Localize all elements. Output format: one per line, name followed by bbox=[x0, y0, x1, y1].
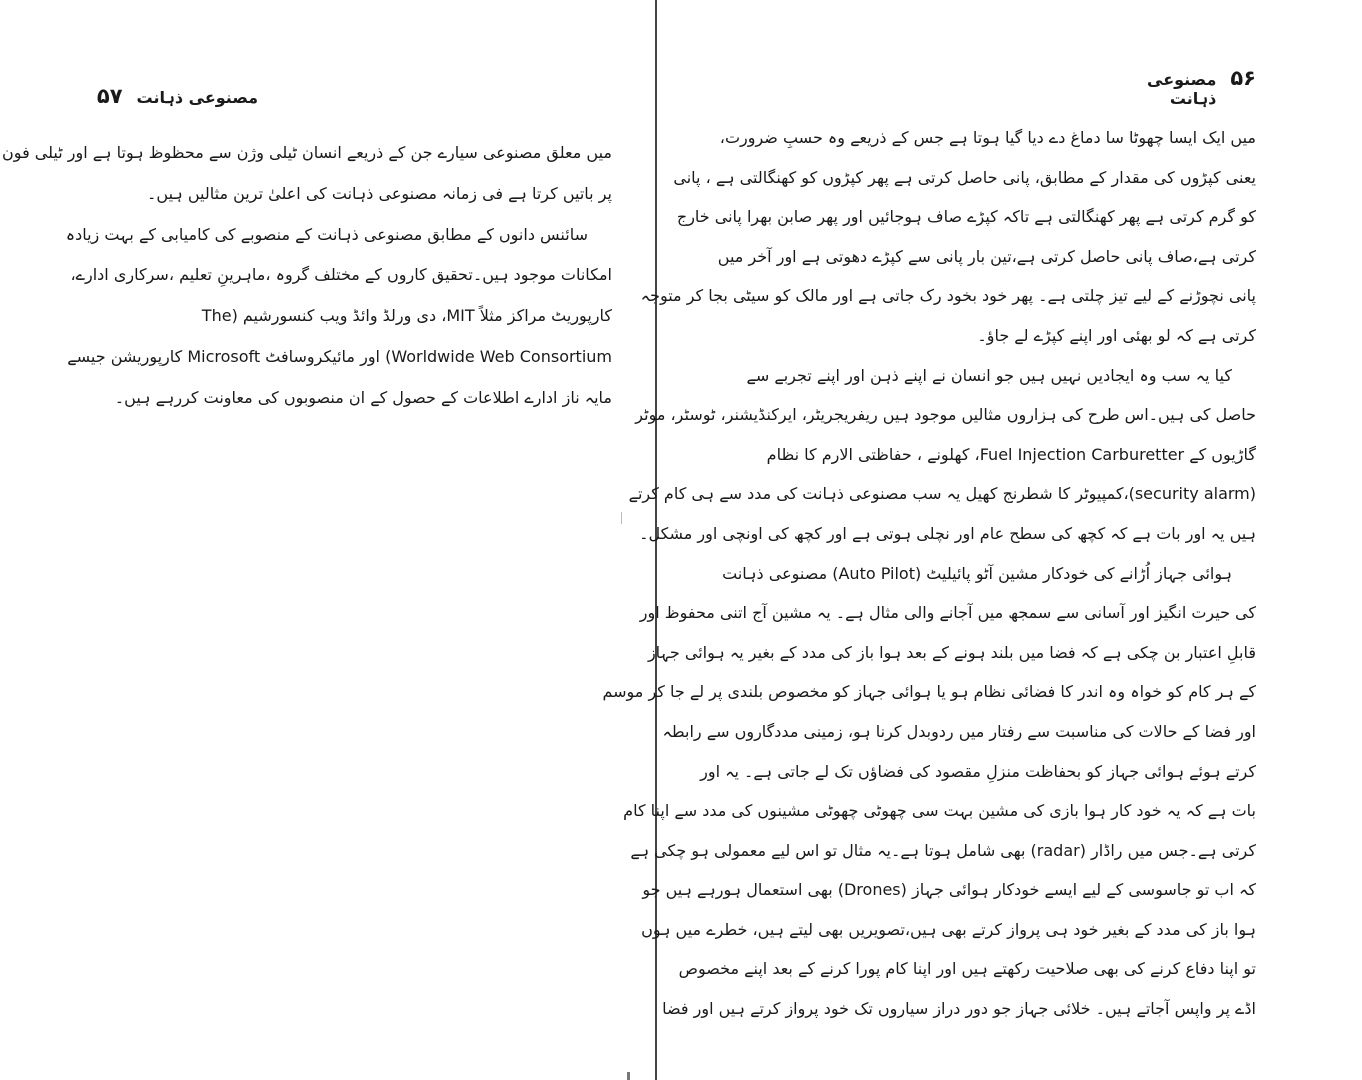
text-line: ہوائی جہاز اُڑانے کی خودکار مشین آٹو پائیلیٹ (Auto Pilot) مصنوعی ذہانت bbox=[722, 563, 1232, 583]
scan-mark bbox=[621, 512, 622, 524]
text-line: گاڑیوں کے Fuel Injection Carburetter، کھلونے ، حفاظتی الارم کا نظام bbox=[766, 444, 1256, 464]
text-line: Worldwide Web Consortium) اور مائیکروسافٹ Microsoft کارپوریشن جیسے bbox=[67, 346, 612, 366]
text-line: قابلِ اعتبار بن چکی ہے کہ فضا میں بلند ہونے کے بعد ہوا باز کی مدد کے بغیر یہ ہوائی جہاز bbox=[647, 642, 1256, 662]
text-line: امکانات موجود ہیں۔تحقیق کاروں کے مختلف گروہ ،ماہرینِ تعلیم ،سرکاری ادارے، bbox=[70, 265, 612, 285]
text-line: حاصل کی ہیں۔اس طرح کی ہزاروں مثالیں موجود ہیں ریفریجریٹر، ایرکنڈیشنر، ٹوسٹر، موٹر bbox=[635, 405, 1256, 425]
left-running-title: مصنوعی ذہانت bbox=[136, 88, 258, 107]
scan-mark bbox=[627, 1072, 630, 1080]
text-line: اور فضا کے حالات کی مناسبت سے رفتار میں ردوبدل کرنا ہو، زمینی مددگاروں سے رابطہ bbox=[662, 721, 1256, 741]
text-line: پانی نچوڑنے کے لیے تیز چلتی ہے۔ پھر خود بخود رک جاتی ہے اور مالک کو سیٹی بجا کر متوجہ bbox=[640, 286, 1256, 306]
text-line: ہوا باز کی مدد کے بغیر خود ہی پرواز کرتے بھی ہیں،تصویریں بھی لیتے ہیں، خطرے میں ہوں bbox=[641, 919, 1256, 939]
text-line: یعنی کپڑوں کی مقدار کے مطابق، پانی حاصل کرتی ہے پھر کپڑوں کو کھنگالتی ہے ، پانی bbox=[673, 167, 1256, 187]
right-page-number: ۵۶ bbox=[1230, 66, 1256, 90]
right-running-title: مصنوعی ذہانت bbox=[1147, 70, 1217, 108]
text-line: (security alarm)،کمپیوٹر کا شطرنج کھیل یہ سب مصنوعی ذہانت کی مدد سے ہی کام کرتے bbox=[628, 484, 1256, 504]
text-line: سائنس دانوں کے مطابق مصنوعی ذہانت کے منصوبے کی کامیابی کے بہت زیادہ bbox=[65, 224, 588, 244]
left-page bbox=[0, 0, 655, 1080]
text-line: میں ایک ایسا چھوٹا سا دماغ دے دیا گیا ہوتا ہے جس کے ذریعے وہ حسبِ ضرورت، bbox=[719, 128, 1256, 147]
text-line: کرتے ہوئے ہوائی جہاز کو بحفاظت منزلِ مقصود کی فضاؤں تک لے جاتی ہے۔ یہ اور bbox=[700, 761, 1256, 781]
text-line: کرتی ہے۔جس میں راڈار (radar) بھی شامل ہوتا ہے۔یہ مثال تو اس لیے معمولی ہو چکی ہے bbox=[630, 840, 1256, 860]
right-page-body bbox=[602, 118, 1256, 1029]
text-line: کی حیرت انگیز اور آسانی سے سمجھ میں آجانے والی مثال ہے۔ یہ مشین آج اتنی محفوظ اور bbox=[639, 603, 1256, 623]
text-line: تو اپنا دفاع کرنے کی بھی صلاحیت رکھتے ہیں اور اپنا کام پورا کرنے کے بعد اپنے مخصوص bbox=[678, 959, 1256, 979]
left-page-number: ۵۷ bbox=[96, 84, 123, 108]
text-line: کیا یہ سب وہ ایجادیں نہیں ہیں جو انسان نے اپنے ذہن اور اپنے تجربے سے bbox=[746, 365, 1232, 385]
text-line: اڈے پر واپس آجاتے ہیں۔ خلائی جہاز جو دور دراز سیاروں تک خود پرواز کرتے ہیں اور فضا bbox=[662, 999, 1256, 1019]
text-line: کرتی ہے،صاف پانی حاصل کرتی ہے،تین بار پانی سے کپڑے دھوتی ہے اور آخر میں bbox=[717, 246, 1256, 266]
text-line: کارپوریٹ مراکز مثلاً MIT، دی ورلڈ وائڈ ویب کنسورشیم (The bbox=[201, 306, 612, 326]
left-page-body bbox=[2, 133, 612, 419]
left-page-header bbox=[86, 84, 258, 108]
text-line: ہیں یہ اور بات ہے کہ کچھ کی سطح عام اور نچلی ہوتی ہے اور کچھ کی اونچی اور مشکل۔ bbox=[639, 523, 1256, 543]
text-line: کرتی ہے کہ لو بھئی اور اپنے کپڑے لے جاؤ۔ bbox=[977, 325, 1256, 345]
text-line: پر باتیں کرتا ہے فی زمانہ مصنوعی ذہانت کی اعلیٰ ترین مثالیں ہیں۔ bbox=[147, 183, 612, 203]
text-line: کہ اب تو جاسوسی کے لیے ایسے خودکار ہوائی جہاز (Drones) بھی استعمال ہورہے ہیں جو bbox=[642, 880, 1256, 900]
right-page bbox=[602, 0, 1362, 1080]
text-line: کے ہر کام کو خواہ وہ اندر کا فضائی نظام ہو یا ہوائی جہاز کو مخصوص بلندی پر لے جا کر موسم bbox=[602, 682, 1256, 702]
text-line: کو گرم کرتی ہے پھر کھنگالتی ہے تاکہ کپڑے صاف ہوجائیں اور پھر صابن بھرا پانی خارج bbox=[676, 207, 1256, 227]
right-page-header bbox=[1096, 66, 1256, 108]
text-line: بات ہے کہ یہ خود کار ہوا بازی کی مشین بہت سی چھوٹی چھوٹی مشینوں کی مدد سے اپنا کام bbox=[623, 801, 1256, 821]
text-line: مایہ ناز ادارے اطلاعات کے حصول کے ان منصوبوں کی معاونت کررہے ہیں۔ bbox=[114, 387, 612, 407]
text-line: میں معلق مصنوعی سیارے جن کے ذریعے انسان ٹیلی وژن سے محظوظ ہوتا ہے اور ٹیلی فون bbox=[2, 143, 612, 162]
